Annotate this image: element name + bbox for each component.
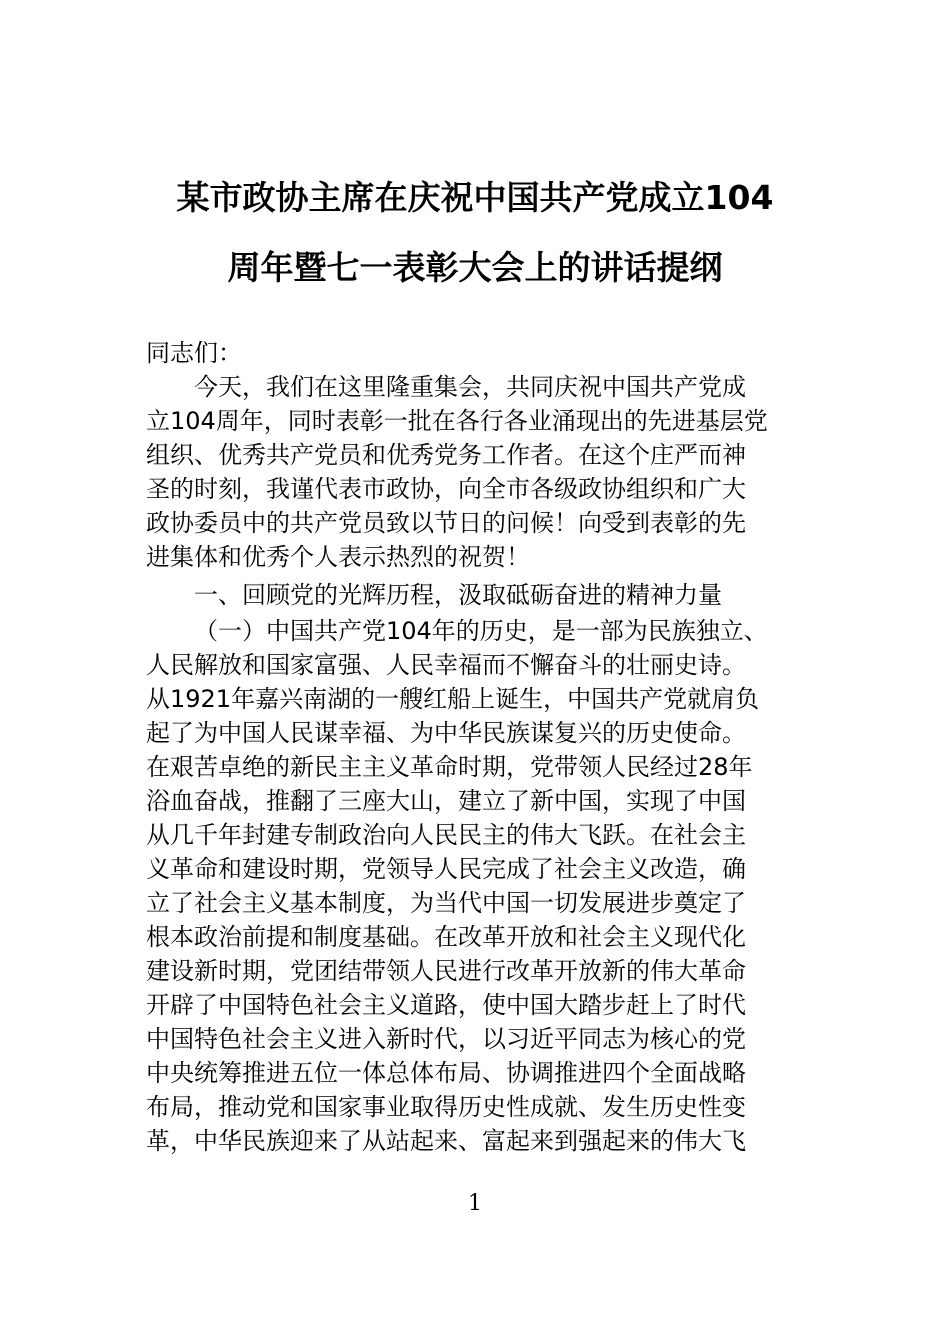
section-heading: 一、回顾党的光辉历程，汲取砥砺奋进的精神力量 (194, 581, 722, 609)
body-line: 浴血奋战，推翻了三座大山，建立了新中国，实现了中国 (146, 787, 746, 815)
body-line: 从几千年封建专制政治向人民民主的伟大飞跃。在社会主 (146, 821, 746, 849)
body-line: 在艰苦卓绝的新民主主义革命时期，党带领人民经过28年 (146, 753, 753, 781)
page-number: 1 (468, 1191, 482, 1216)
body-line: 立了社会主义基本制度，为当代中国一切发展进步奠定了 (146, 889, 746, 917)
body-line: 政协委员中的共产党员致以节日的问候！向受到表彰的先 (146, 509, 746, 537)
body-line: 建设新时期，党团结带领人民进行改革开放新的伟大革命 (146, 957, 746, 985)
body-line: 圣的时刻，我谨代表市政协，向全市各级政协组织和广大 (146, 475, 746, 503)
document-title-line-2: 周年暨七一表彰大会上的讲话提纲 (227, 248, 723, 287)
body-line: 革，中华民族迎来了从站起来、富起来到强起来的伟大飞 (146, 1127, 746, 1155)
body-line: 义革命和建设时期，党领导人民完成了社会主义改造，确 (146, 855, 746, 883)
body-line: 立104周年，同时表彰一批在各行各业涌现出的先进基层党 (146, 407, 768, 435)
salutation: 同志们： (146, 339, 242, 367)
body-line: 从1921年嘉兴南湖的一艘红船上诞生，中国共产党就肩负 (146, 685, 760, 713)
body-line: 组织、优秀共产党员和优秀党务工作者。在这个庄严而神 (146, 441, 746, 469)
body-line: （一）中国共产党104年的历史，是一部为民族独立、 (194, 617, 768, 645)
body-line: 起了为中国人民谋幸福、为中华民族谋复兴的历史使命。 (146, 719, 746, 747)
body-line: 开辟了中国特色社会主义道路，使中国大踏步赶上了时代 (146, 991, 746, 1019)
body-line: 进集体和优秀个人表示热烈的祝贺！ (146, 543, 530, 571)
document-title-line-1: 某市政协主席在庆祝中国共产党成立104 (176, 178, 774, 217)
body-line: 人民解放和国家富强、人民幸福而不懈奋斗的壮丽史诗。 (146, 651, 746, 679)
body-line: 根本政治前提和制度基础。在改革开放和社会主义现代化 (146, 923, 746, 951)
body-line: 中央统筹推进五位一体总体布局、协调推进四个全面战略 (146, 1059, 746, 1087)
body-line: 今天，我们在这里隆重集会，共同庆祝中国共产党成 (194, 373, 746, 401)
body-line: 布局，推动党和国家事业取得历史性成就、发生历史性变 (146, 1093, 746, 1121)
body-line: 中国特色社会主义进入新时代，以习近平同志为核心的党 (146, 1025, 746, 1053)
